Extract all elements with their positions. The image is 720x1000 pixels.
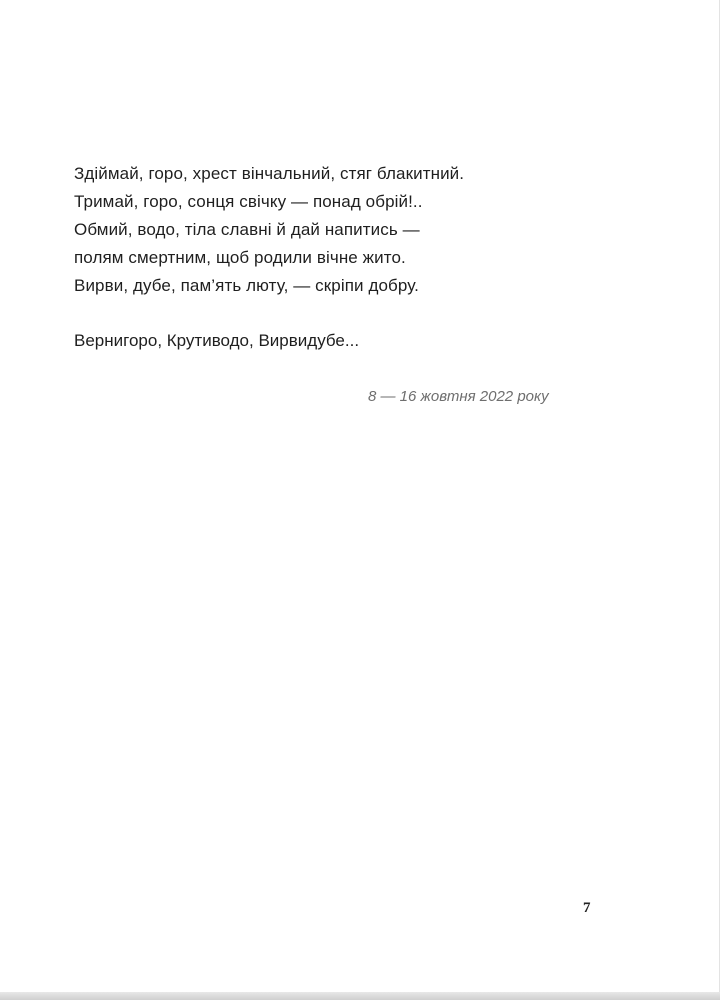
poem-line: полям смертним, щоб родили вічне жито. bbox=[74, 248, 406, 267]
poem-line: Тримай, горо, сонця свічку — понад обрій!.. bbox=[74, 192, 423, 211]
poem-line: Вирви, дубе, пам’ять люту, — скріпи добру. bbox=[74, 276, 419, 295]
poem-line: Здіймай, горо, хрест вінчальний, стяг блакитний. bbox=[74, 164, 465, 183]
poem-refrain: Вернигоро, Крутиводо, Вирвидубе... bbox=[74, 331, 360, 350]
poem-date: 8 — 16 жовтня 2022 року bbox=[368, 388, 549, 405]
page-bottom-edge bbox=[0, 992, 720, 1000]
page-number: 7 bbox=[583, 900, 591, 916]
poem-stanza bbox=[74, 160, 464, 300]
poem-line: Обмий, водо, тіла славні й дай напитись — bbox=[74, 220, 420, 239]
